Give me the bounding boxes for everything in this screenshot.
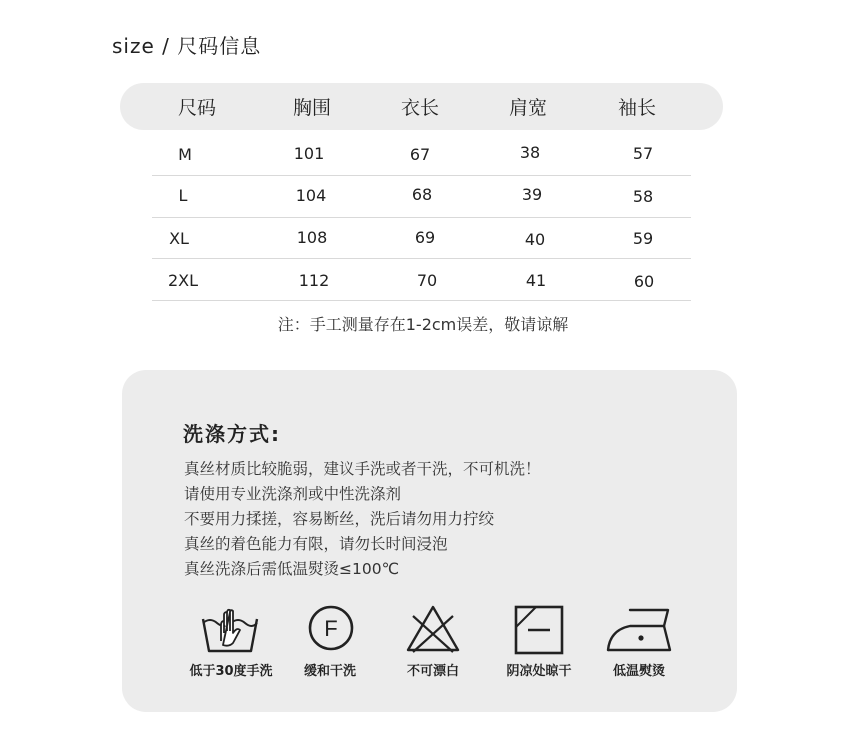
washing-line: 真丝的着色能力有限，请勿长时间浸泡 xyxy=(184,535,448,553)
cell-shoulder: 38 xyxy=(519,143,541,162)
measurement-note: 注：手工测量存在1-2cm误差，敬请谅解 xyxy=(277,315,569,334)
page-title: size / 尺码信息 xyxy=(112,34,262,58)
header-size: 尺码 xyxy=(177,97,217,119)
table-row xyxy=(152,176,691,218)
cell-chest: 101 xyxy=(293,144,325,163)
washing-line: 真丝洗涤后需低温熨烫≤100℃ xyxy=(184,560,399,578)
cell-size: XL xyxy=(169,229,189,248)
size-table-header xyxy=(120,83,723,130)
cell-shoulder: 39 xyxy=(521,185,543,204)
table-row xyxy=(152,217,691,259)
header-sleeve: 袖长 xyxy=(617,97,657,119)
header-shoulder: 肩宽 xyxy=(508,97,548,119)
table-row xyxy=(152,134,691,176)
hand-wash-label: 低于30度手洗 xyxy=(189,664,273,679)
cell-size: M xyxy=(178,145,192,164)
cell-chest: 108 xyxy=(296,228,328,247)
cell-sleeve: 60 xyxy=(633,272,655,291)
cell-length: 69 xyxy=(414,228,436,247)
washing-line: 不要用力揉搓，容易断丝，洗后请勿用力拧绞 xyxy=(184,510,495,528)
washing-title: 洗涤方式: xyxy=(183,422,281,446)
cell-chest: 112 xyxy=(298,271,330,290)
cell-sleeve: 58 xyxy=(632,187,654,206)
no-bleach-label: 不可漂白 xyxy=(406,664,460,679)
cell-sleeve: 59 xyxy=(632,229,654,248)
table-row xyxy=(152,258,691,301)
cell-chest: 104 xyxy=(295,186,327,205)
shade-dry-label: 阴凉处晾干 xyxy=(506,664,572,679)
cell-length: 68 xyxy=(411,185,433,204)
low-iron-label: 低温熨烫 xyxy=(612,664,666,679)
shade-dry-icon xyxy=(514,605,564,655)
dry-clean-f-icon xyxy=(307,604,355,652)
cell-shoulder: 40 xyxy=(524,230,546,249)
header-chest: 胸围 xyxy=(292,97,332,119)
washing-line: 请使用专业洗涤剂或中性洗涤剂 xyxy=(184,485,402,503)
no-bleach-icon xyxy=(405,604,461,654)
svg-text:F: F xyxy=(324,616,338,641)
cell-length: 70 xyxy=(416,271,438,290)
cell-shoulder: 41 xyxy=(525,271,547,290)
washing-line: 真丝材质比较脆弱，建议手洗或者干洗，不可机洗！ xyxy=(184,460,541,478)
cell-length: 67 xyxy=(409,145,431,164)
header-length: 衣长 xyxy=(400,97,440,119)
cell-size: 2XL xyxy=(167,271,199,290)
hand-wash-icon xyxy=(199,603,261,655)
dry-clean-label: 缓和干洗 xyxy=(303,664,357,679)
cell-size: L xyxy=(178,186,188,205)
cell-sleeve: 57 xyxy=(632,144,654,163)
low-iron-icon xyxy=(606,606,672,654)
